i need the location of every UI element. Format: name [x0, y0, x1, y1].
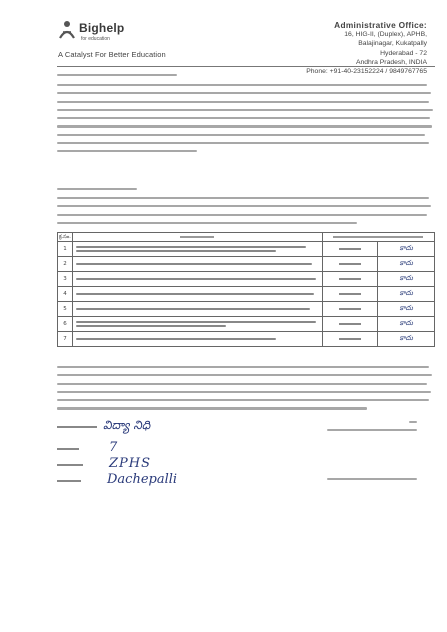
row-number: 3: [58, 272, 73, 287]
row-number: 2: [58, 257, 73, 272]
class-row: [57, 440, 117, 455]
yes-option: [322, 287, 378, 302]
yes-option: [322, 317, 378, 332]
col-header-number: క్ర.సం.: [59, 233, 71, 240]
address-line: Andhra Pradesh, INDIA: [355, 58, 427, 66]
class-value: 7: [109, 440, 118, 455]
row-number: 5: [58, 302, 73, 317]
table-row: [58, 332, 435, 347]
question-text: [72, 272, 322, 287]
yes-option: [322, 257, 378, 272]
letter-paragraph: [57, 84, 435, 159]
row-number: 6: [58, 317, 73, 332]
school-row: [57, 456, 151, 471]
handwritten-answer: కాదు: [378, 242, 435, 257]
signature-row: [57, 418, 150, 435]
row-number: 1: [58, 242, 73, 257]
row-number: 7: [58, 332, 73, 347]
instruction-paragraph: [57, 197, 435, 230]
handwritten-answer: కాదు: [378, 317, 435, 332]
col-header-question: [72, 233, 322, 242]
row-number: 4: [58, 287, 73, 302]
handwritten-answer: కాదు: [378, 272, 435, 287]
sender-sign-block: [327, 421, 417, 438]
address-line: 16, HIG-II, (Duplex), APHB,: [344, 31, 427, 38]
question-text: [72, 317, 322, 332]
student-signature: విద్యా నిధి: [103, 418, 151, 432]
yes-option: [322, 272, 378, 287]
yes-option: [322, 302, 378, 317]
question-text: [72, 242, 322, 257]
school-value: ZPHS: [109, 456, 152, 471]
table-row: [58, 257, 435, 272]
table-row: [58, 272, 435, 287]
table-row: [58, 317, 435, 332]
office-title: Administrative Office:: [334, 20, 427, 30]
handwritten-answer: కాదు: [378, 302, 435, 317]
logo-brand: Bighelp: [79, 21, 125, 35]
logo-figure-icon: [57, 20, 77, 40]
handwritten-answer: కాదు: [378, 332, 435, 347]
office-address-block: [306, 20, 427, 76]
table-header-row: [58, 233, 435, 242]
salutation: [57, 74, 177, 82]
yes-option: [322, 242, 378, 257]
address-line: Balajinagar, Kukatpally: [358, 40, 427, 48]
place-value: Dachepalli: [107, 472, 178, 487]
office-phone: Phone: +91-40-23152224 / 9849767765: [306, 68, 427, 76]
col-header-answer: [322, 233, 434, 242]
handwritten-answer: కాదు: [378, 257, 435, 272]
address-line: Hyderabad - 72: [380, 49, 427, 57]
question-text: [72, 332, 322, 347]
table-row: [58, 302, 435, 317]
table-row: [58, 242, 435, 257]
yes-option: [322, 332, 378, 347]
closing-paragraph: [57, 366, 435, 416]
question-text: [72, 302, 322, 317]
table-row: [58, 287, 435, 302]
question-text: [72, 257, 322, 272]
place-row: [57, 472, 177, 487]
coordinator-sign-block: [327, 478, 417, 486]
logo-sub: for education: [81, 36, 110, 42]
student-salutation: [57, 188, 147, 196]
tagline: A Catalyst For Better Education: [58, 50, 166, 59]
handwritten-answer: కాదు: [378, 287, 435, 302]
header-divider: [57, 66, 435, 67]
questionnaire-table: [57, 232, 435, 347]
question-text: [72, 287, 322, 302]
